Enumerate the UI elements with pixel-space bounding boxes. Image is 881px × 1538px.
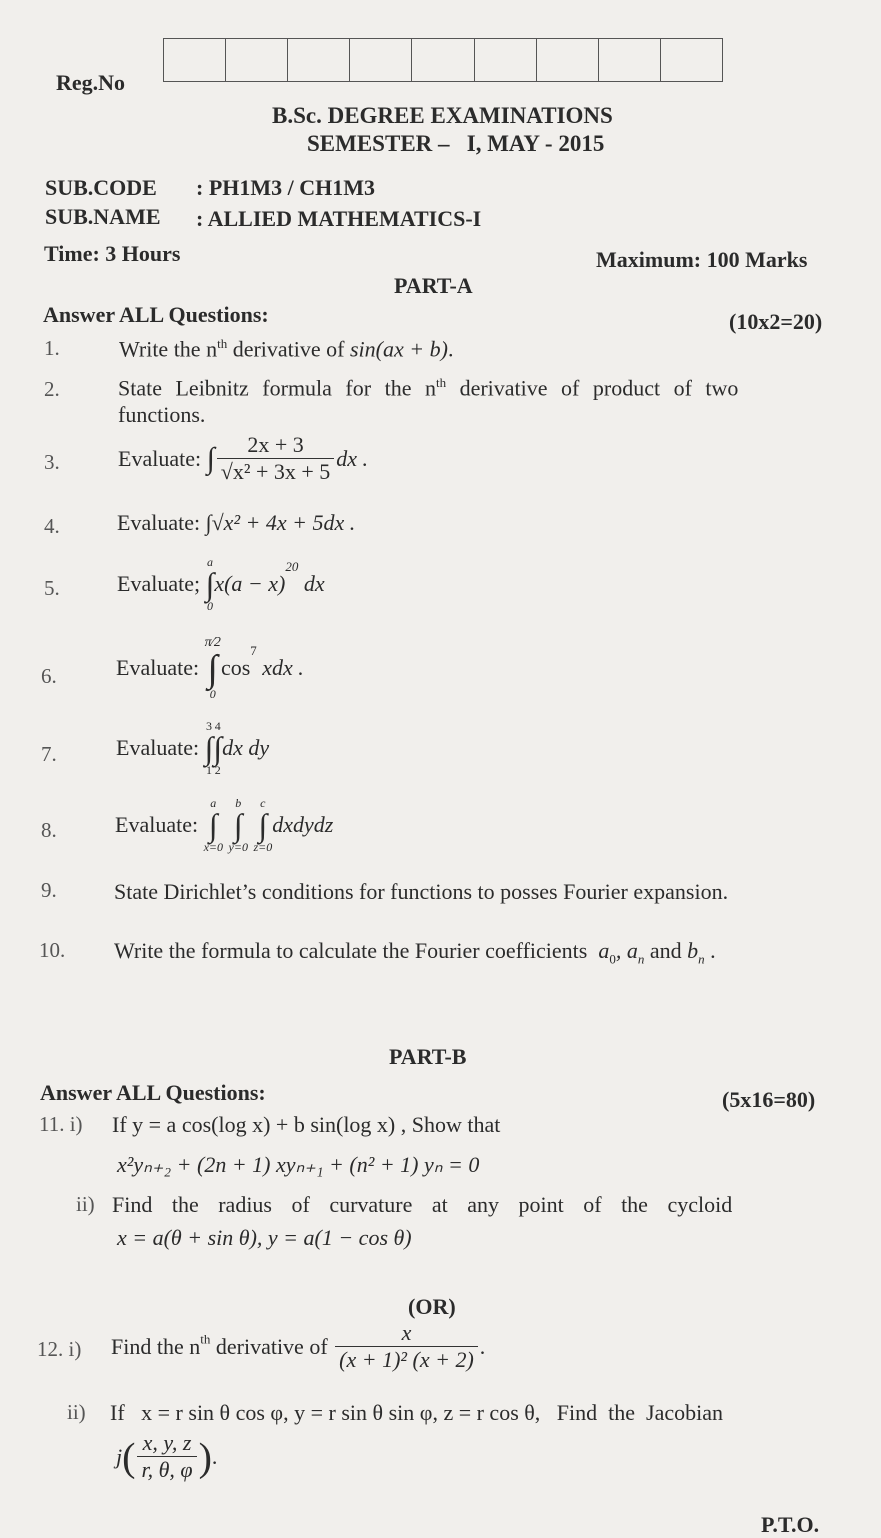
question-10: Write the formula to calculate the Fourier coefficients $a_0$, $a_n$ and $b_n$ . xyxy=(114,938,716,967)
question-11-ii-equation: x = a(θ + sin θ), y = a(1 − cos θ) xyxy=(117,1225,412,1250)
question-6: Evaluate: π⁄2 ∫ $0\cos^7$ xdx . xyxy=(116,635,304,701)
time: Time: 3 Hours xyxy=(44,241,181,266)
question-9: State Dirichlet’s conditions for functions to posses Fourier expansion. xyxy=(114,879,729,904)
question-12-i: Find the $n^{th}$ derivative of $\frac{x}{\text{(x + 1)² (x + 2)}}$ . xyxy=(111,1320,486,1373)
reg-no-boxes[interactable] xyxy=(163,38,723,82)
or-separator: (OR) xyxy=(408,1294,456,1319)
question-8: Evaluate: a ∫ x=0 b ∫ y=0 c ∫ z=0dxdydz xyxy=(115,796,334,854)
question-number: 6. xyxy=(41,664,57,688)
sub-name-value: : ALLIED MATHEMATICS-I xyxy=(196,206,482,231)
part-b-instruction: Answer ALL Questions: xyxy=(40,1080,266,1105)
question-2-continued: functions. xyxy=(118,402,206,427)
semester: SEMESTER – I, MAY - 2015 xyxy=(307,131,605,156)
question-number: 10. xyxy=(39,938,66,962)
question-11-ii: Find the radius of curvature at any point of the cycloid xyxy=(112,1192,733,1217)
reg-no-label: Reg.No xyxy=(56,70,126,95)
question-11-i-equation: x²yₙ₊₂ + (2n + 1) xyₙ₊₁ + (n² + 1) yₙ = 0 xyxy=(117,1152,480,1177)
question-12-ii: If x = r sin θ cos φ, y = r sin θ sin φ, z = r cos θ, Find the Jacobian xyxy=(110,1400,723,1425)
exam-title: B.Sc. DEGREE EXAMINATIONS xyxy=(272,103,613,128)
question-1: Write the $n^{th}$ derivative of sin(ax + b). xyxy=(119,336,454,362)
question-3: Evaluate: ∫ $\frac{2x + 3}{\text{√x² + 3x + 5}}$ dx . xyxy=(118,432,369,485)
question-2: State Leibnitz formula for the $n^{th}$ derivative of product of two xyxy=(118,375,739,401)
question-number: 11. i) xyxy=(39,1112,83,1136)
max-marks: Maximum: 100 Marks xyxy=(596,247,808,272)
pto: P.T.O. xyxy=(761,1512,820,1537)
question-number: 2. xyxy=(44,377,60,401)
question-7: Evaluate: 3 ∫ 14 ∫ 2dx dy xyxy=(116,719,270,777)
sub-name-label: SUB.NAME xyxy=(45,204,161,229)
question-4: Evaluate: ∫√x² + 4x + 5dx . xyxy=(117,510,356,535)
part-a-marks: (10x2=20) xyxy=(729,309,823,334)
part-b-title: PART-B xyxy=(389,1044,467,1069)
part-a-instruction: Answer ALL Questions: xyxy=(43,302,269,327)
question-number: 8. xyxy=(41,818,57,842)
question-12-ii-jacobian: j( $\frac{x, y, z}{r, \theta, \varphi}$ ). xyxy=(116,1430,218,1483)
question-number: 4. xyxy=(44,514,60,538)
question-number: 3. xyxy=(44,450,60,474)
question-number: 9. xyxy=(41,878,57,902)
sub-code-value: : PH1M3 / CH1M3 xyxy=(196,175,376,200)
sub-code-label: SUB.CODE xyxy=(45,175,157,200)
question-number: 12. i) xyxy=(37,1337,82,1361)
question-11-i: If y = a cos(log x) + b sin(log x) , Show that xyxy=(112,1112,501,1137)
question-number: ii) xyxy=(67,1400,86,1424)
question-number: 5. xyxy=(44,576,60,600)
question-number: 7. xyxy=(41,742,57,766)
part-a-title: PART-A xyxy=(394,273,473,298)
question-number: ii) xyxy=(76,1192,95,1216)
part-b-marks: (5x16=80) xyxy=(722,1087,816,1112)
question-number: 1. xyxy=(44,336,60,360)
question-5: Evaluate; a ∫ $0x(a - x)^{20}$ dx xyxy=(117,555,325,613)
